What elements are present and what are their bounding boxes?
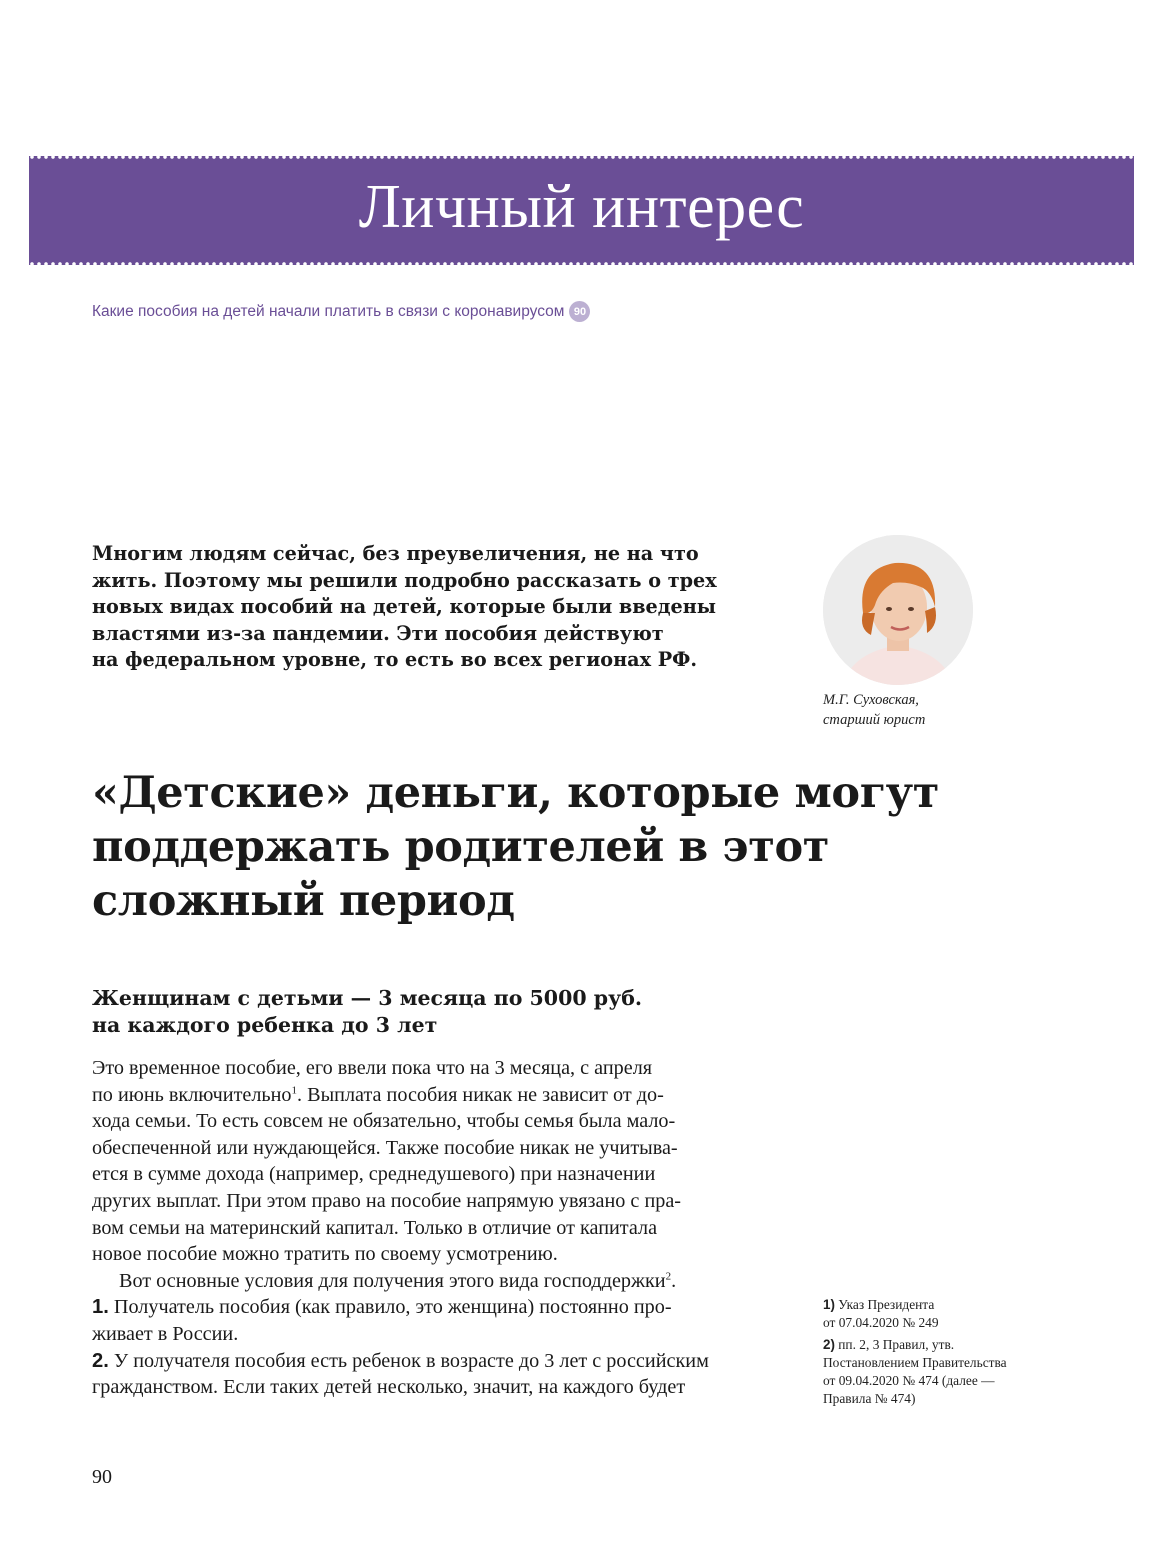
body-line: ется в сумме дохода (например, среднедушевого) при назначении: [92, 1163, 656, 1186]
page-ref-badge: 90: [569, 301, 590, 322]
body-line: по июнь включительно$^1$. Выплата пособия никак не зависит от до-: [92, 1083, 664, 1106]
headline-line: «Детские» деньги, которые могут: [92, 768, 940, 818]
related-article-link[interactable]: [92, 301, 590, 322]
section-subheading: [92, 985, 642, 1039]
article-body: [92, 1055, 772, 1401]
intro-line: новых видах пособий на детей, которые были введены: [92, 595, 717, 618]
list-number: 1.: [92, 1296, 109, 1319]
footnote-number: 2): [823, 1337, 835, 1352]
intro-line: на федеральном уровне, то есть во всех регионах РФ.: [92, 648, 698, 671]
body-line: хода семьи. То есть совсем не обязательно, чтобы семья была мало-: [92, 1110, 676, 1133]
author-name: М.Г. Суховская,: [823, 692, 919, 708]
footnote-line: от 07.04.2020 № 249: [823, 1315, 939, 1330]
body-line: других выплат. При этом право на пособие напрямую увязано с пра-: [92, 1189, 682, 1212]
footnote-line: Правила № 474): [823, 1391, 916, 1406]
subheading-line: Женщинам с детьми — 3 месяца по 5000 руб.: [92, 986, 643, 1010]
body-line: Это временное пособие, его ввели пока что на 3 месяца, с апреля: [92, 1057, 653, 1079]
section-title: Личный интерес: [358, 173, 805, 241]
intro-line: Многим людям сейчас, без преувеличения, не на что: [92, 542, 699, 565]
headline-line: сложный период: [92, 876, 515, 926]
author-role: старший юрист: [823, 712, 926, 728]
author-caption: [823, 690, 925, 730]
list-item-continuation: живает в России.: [92, 1322, 239, 1345]
author-photo: [823, 535, 973, 685]
footnote-ref[interactable]: 2: [665, 1270, 672, 1283]
list-item: 1. Получатель пособия (как правило, это женщина) постоянно про-: [92, 1296, 672, 1319]
body-line: Вот основные условия для получения этого вида господдержки$^2$.: [119, 1269, 677, 1292]
list-number: 2.: [92, 1349, 109, 1372]
footnote-1: 1) Указ Президента от 07.04.2020 № 249: [823, 1296, 1063, 1332]
subheading-line: на каждого ребенка до 3 лет: [92, 1013, 438, 1037]
footnote-line: от 09.04.2020 № 474 (далее —: [823, 1373, 995, 1388]
section-banner: [29, 156, 1134, 265]
footnote-number: 1): [823, 1297, 835, 1312]
footnote-line: Постановлением Правительства: [823, 1355, 1007, 1370]
footnote-2: 2) пп. 2, 3 Правил, утв. Постановлением Правительства от 09.04.2020 № 474 (далее — Правила № 474): [823, 1336, 1063, 1408]
list-item-continuation: гражданством. Если таких детей несколько, значит, на каждого будет: [92, 1376, 686, 1399]
page-number: 90: [92, 1466, 112, 1488]
footnotes: [823, 1296, 1063, 1412]
related-article-link-text: Какие пособия на детей начали платить в связи с коронавирусом: [92, 302, 565, 320]
intro-line: властями из-за пандемии. Эти пособия действуют: [92, 621, 664, 645]
footnote-ref[interactable]: 1: [291, 1083, 298, 1096]
headline-line: поддержать родителей в этот: [92, 822, 830, 872]
body-line: обеспеченной или нуждающейся. Также пособие никак не учитыва-: [92, 1136, 678, 1159]
list-item: 2. У получателя пособия есть ребенок в возрасте до 3 лет с российским: [92, 1349, 709, 1372]
author-portrait-icon: [823, 535, 973, 685]
body-line: вом семьи на материнский капитал. Только в отличие от капитала: [92, 1216, 658, 1239]
article-headline: [92, 766, 992, 928]
intro-line: жить. Поэтому мы решили подробно рассказать о трех: [92, 568, 717, 592]
intro-lead: [92, 541, 772, 674]
body-line: новое пособие можно тратить по своему усмотрению.: [92, 1243, 558, 1266]
